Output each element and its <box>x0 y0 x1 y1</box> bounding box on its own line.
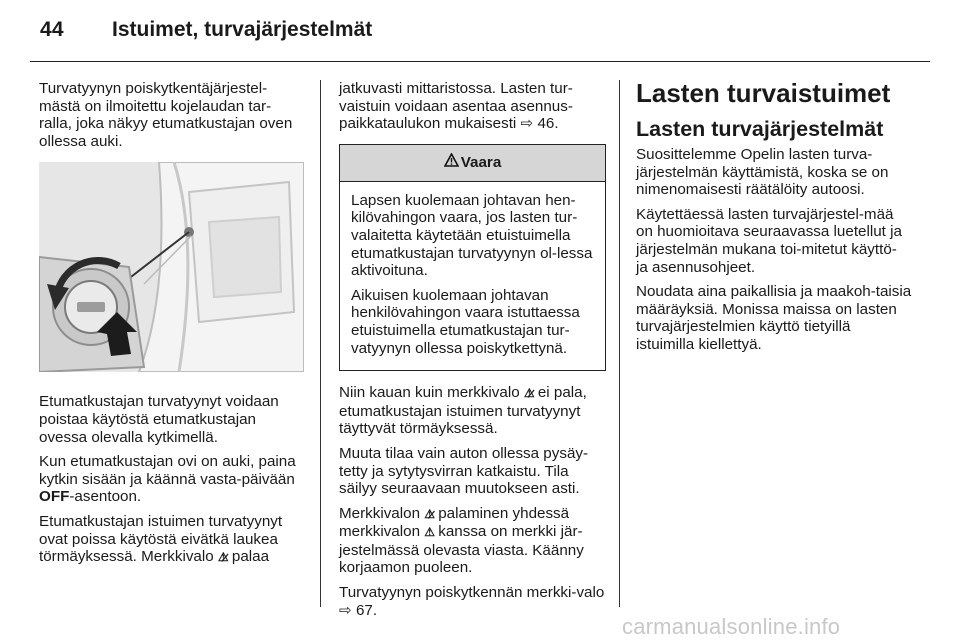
paragraph: Kun etumatkustajan ovi on auki, paina kytkin sisään ja käännä vasta-päivään OFF-asentoon. <box>39 453 296 506</box>
column-1 <box>39 80 304 574</box>
paragraph: Etumatkustajan turvatyynyt voidaan poistaa käytöstä etumatkustajan ovessa olevalla kytkimellä. <box>39 393 279 446</box>
airbag-indicator-icon: ⚠ <box>424 525 435 540</box>
paragraph: Etumatkustajan istuimen turvatyynyt ovat poissa käytöstä eivätkä laukea törmäyksessä. Merkkivalo ⚠̷ palaa <box>39 512 283 566</box>
paragraph: Merkkivalon ⚠̷ palaminen yhdessä merkkivalon ⚠ kanssa on merkki jär-jestelmässä olevasta viasta. Käänny korjaamon puoleen. <box>339 504 584 577</box>
page-header <box>30 18 930 58</box>
page-reference-arrow-icon: ⇨ <box>520 115 534 133</box>
paragraph: jatkuvasti mittaristossa. Lasten tur-vaistuin voidaan asentaa asennus-paikkataulukon mukaisesti ⇨ 46. <box>339 80 573 133</box>
page-number: 44 <box>40 18 64 41</box>
warning-title: Vaara <box>460 153 502 171</box>
paragraph: Niin kauan kuin merkkivalo ⚠̷ ei pala, etumatkustajan istuimen turvatyynyt täyttyvät törmäyksessä. <box>339 384 587 438</box>
subsection-heading: Lasten turvajärjestelmät <box>636 117 884 141</box>
column-divider <box>619 80 620 607</box>
airbag-off-indicator-icon: ⚠̷ <box>523 386 534 401</box>
warning-box <box>339 144 606 371</box>
airbag-switch-illustration <box>39 162 304 372</box>
warning-header <box>340 145 605 182</box>
column-2 <box>339 80 606 626</box>
warning-body <box>340 182 605 370</box>
section-heading: Lasten turvaistuimet <box>636 78 891 108</box>
airbag-off-indicator-icon: ⚠̷ <box>217 550 228 565</box>
paragraph: Muuta tilaa vain auton ollessa pysäy-tetty ja sytytysvirran katkaistu. Tila säilyy seuraavaan muutokseen asti. <box>339 444 589 498</box>
page-reference-arrow-icon: ⇨ <box>339 601 352 619</box>
warning-paragraph: Aikuisen kuolemaan johtavan henkilövahingon vaara istuttaessa etuistuimella etumatkustajan tur-vatyynyn ollessa poiskytkettynä. <box>351 286 580 357</box>
paragraph: Käytettäessä lasten turvajärjestel-mää on huomioitava seuraavassa luetellut ja järjestelmän mukana toi-mitetut käyttö- ja asennusohjeet. <box>636 205 902 276</box>
watermark: carmanualsonline.info <box>622 614 841 639</box>
airbag-off-indicator-icon: ⚠̷ <box>424 506 435 521</box>
column-3 <box>636 80 912 361</box>
off-position-label: OFF <box>39 488 70 506</box>
door-switch-image <box>39 162 304 372</box>
paragraph: Turvatyynyn poiskytkentäjärjestel-mästä on ilmoitettu kojelaudan tar-ralla, joka näkyy etumatkustajan oven ollessa auki. <box>39 80 293 150</box>
header-divider <box>30 61 930 62</box>
paragraph: Noudata aina paikallisia ja maakoh-taisia määräyksiä. Monissa maissa on lasten turvajärjestelmien käyttö tietyillä istuimilla kiellettyä. <box>636 283 912 353</box>
paragraph: Turvatyynyn poiskytkennän merkki-valo ⇨ 67. <box>339 584 605 619</box>
warning-paragraph: Lapsen kuolemaan johtavan hen-kilövahingon vaara, jos lasten tur-valaitetta käytetään etuistuimella etumatkustajan turvatyynyn ol-lessa aktivoituna. <box>351 191 593 280</box>
warning-triangle-icon <box>444 145 459 181</box>
paragraph: Suosittelemme Opelin lasten turva-järjestelmän käyttämistä, koska se on nimenomaisesti räätälöity autoosi. <box>636 146 889 199</box>
chapter-title: Istuimet, turvajärjestelmät <box>112 18 373 41</box>
column-divider <box>320 80 321 607</box>
